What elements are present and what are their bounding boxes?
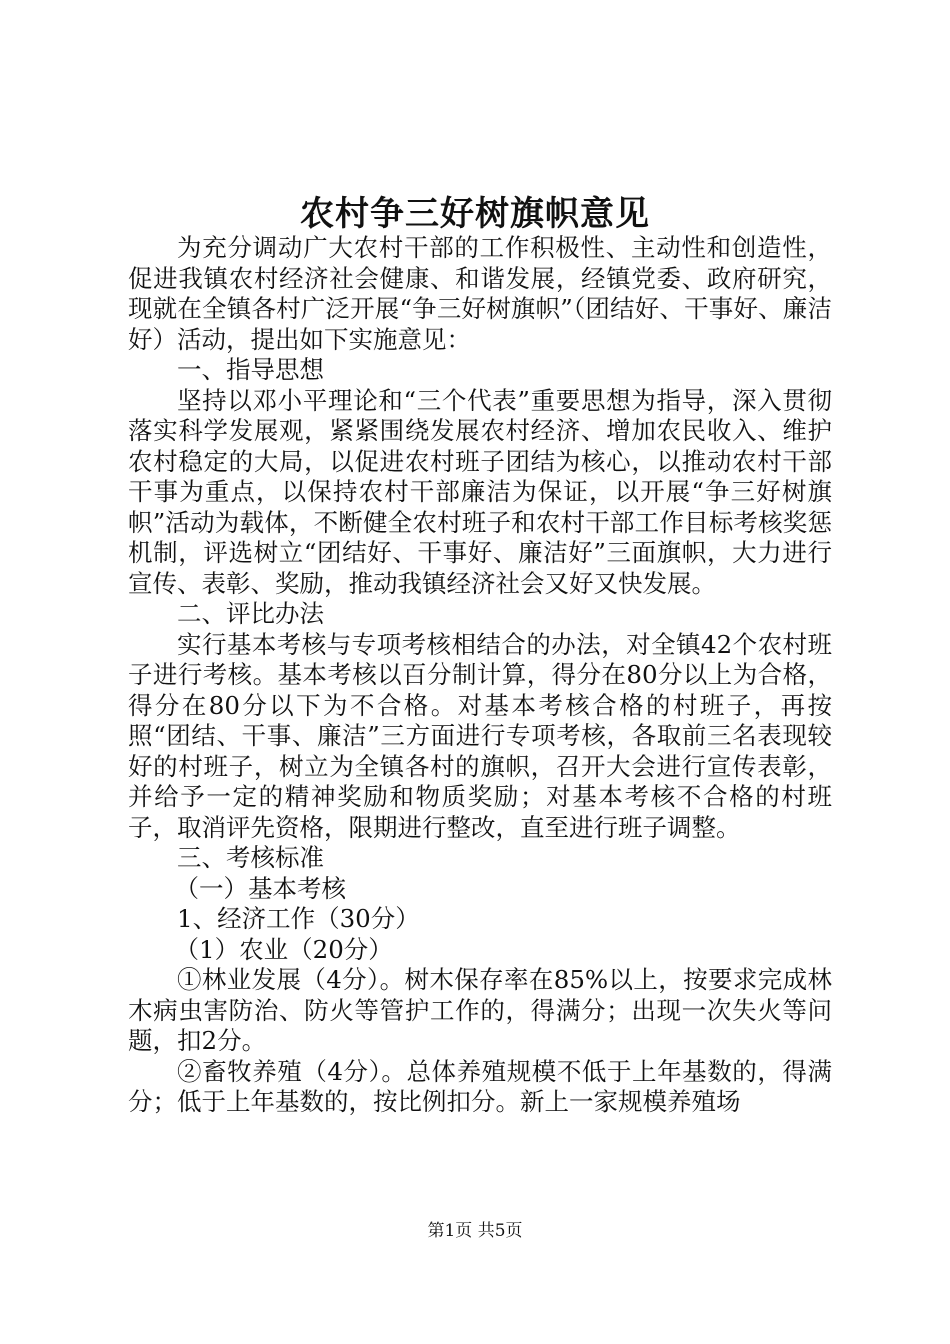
page-footer: 第1页 共5页 bbox=[427, 1221, 523, 1241]
subheading-basic-assessment: （一）基本考核 bbox=[174, 873, 347, 903]
heading-assessment-standard: 三、考核标准 bbox=[177, 843, 324, 872]
paragraph-guiding-ideology: 坚持以邓小平理论和“三个代表”重要思想为指导，深入贯彻落实科学发展观，紧紧围绕发展农村经济、增加农民收入、维护农村稳定的大局，以促进农村班子团结为核心，以推动农村干部干事为重点，以保持农村干部廉洁为保证，以开展“争三好树旗帜”活动为载体，不断健全农村班子和农村干部工作目标考核奖惩机制，评选树立“团结好、干事好、廉洁好”三面旗帜，大力进行宣传、表彰、奖励，推动我镇经济社会又好又快发展。 bbox=[128, 385, 832, 598]
subheading-economic-work: 1、经济工作（30分） bbox=[177, 904, 420, 933]
subheading-agriculture: （1）农业（20分） bbox=[174, 934, 393, 964]
paragraph-livestock: ②畜牧养殖（4分）。总体养殖规模不低于上年基数的，得满分；低于上年基数的，按比例扣分。新上一家规模养殖场 bbox=[128, 1056, 832, 1116]
document-title: 农村争三好树旗帜意见 bbox=[300, 194, 650, 234]
paragraph-forestry: ①林业发展（4分）。树木保存率在85%以上，按要求完成林木病虫害防治、防火等管护工作的，得满分；出现一次失火等问题，扣2分。 bbox=[128, 965, 832, 1055]
paragraph-intro: 为充分调动广大农村干部的工作积极性、主动性和创造性，促进我镇农村经济社会健康、和谐发展，经镇党委、政府研究，现就在全镇各村广泛开展“争三好树旗帜”（团结好、干事好、廉洁好）活动，提出如下实施意见： bbox=[128, 233, 832, 354]
document-body bbox=[128, 233, 832, 1118]
heading-guiding-ideology: 一、指导思想 bbox=[177, 355, 324, 384]
paragraph-evaluation-method: 实行基本考核与专项考核相结合的办法，对全镇42个农村班子进行考核。基本考核以百分制计算，得分在80分以上为合格，得分在80分以下为不合格。对基本考核合格的村班子，再按照“团结、干事、廉洁”三方面进行专项考核，各取前三名表现较好的村班子，树立为全镇各村的旗帜，召开大会进行宣传表彰，并给予一定的精神奖励和物质奖励；对基本考核不合格的村班子，取消评先资格，限期进行整改，直至进行班子调整。 bbox=[128, 629, 832, 842]
heading-evaluation-method: 二、评比办法 bbox=[177, 599, 324, 628]
